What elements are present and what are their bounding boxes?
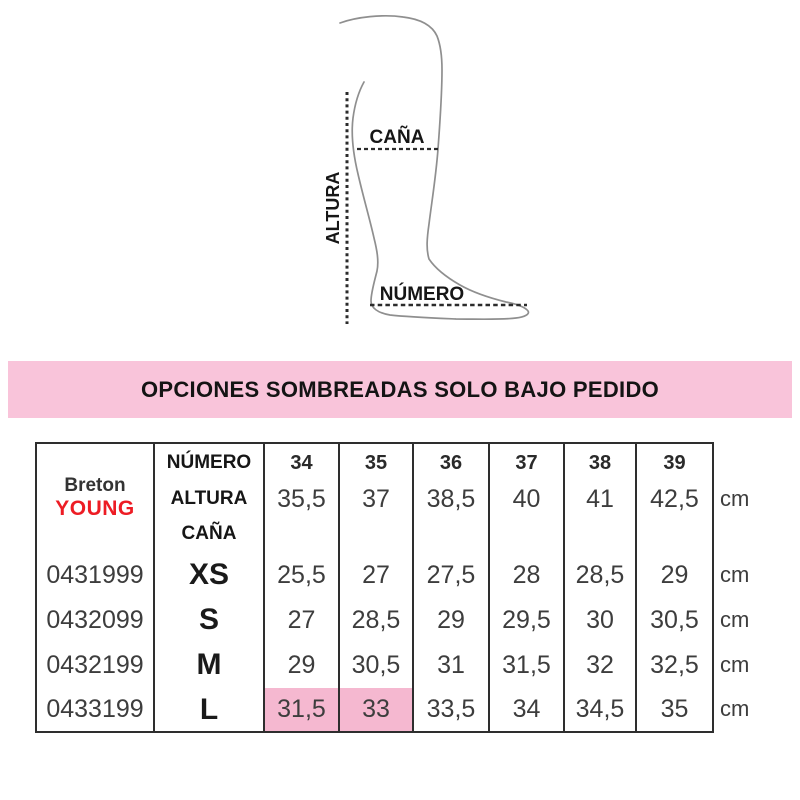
value-cell-shaded: 33 xyxy=(340,688,414,731)
size-table xyxy=(35,442,714,733)
unit-label: cm xyxy=(720,486,750,511)
altura-value-cell: 35,5 xyxy=(265,482,340,516)
brand-cell xyxy=(37,444,155,552)
size-label-cell: S xyxy=(155,598,265,642)
cana-label: CAÑA xyxy=(369,127,425,148)
size-column-header: 37 xyxy=(490,444,565,482)
value-cell: 35 xyxy=(660,695,689,723)
value-cell: 29 xyxy=(265,642,340,688)
empty-cell xyxy=(565,516,637,552)
code-cell: 0433199 xyxy=(37,688,155,731)
unit-label: cm xyxy=(720,562,750,587)
size-column-header: 39 xyxy=(663,451,686,474)
altura-value-cell: 38,5 xyxy=(414,482,490,516)
unit-label: cm xyxy=(720,607,750,632)
value-cell: 30,5 xyxy=(340,642,414,688)
value-cell: 33,5 xyxy=(414,688,490,731)
value-cell: 27 xyxy=(265,598,340,642)
leg-outline xyxy=(340,16,528,319)
notice-banner-text: OPCIONES SOMBREADAS SOLO BAJO PEDIDO xyxy=(140,376,660,402)
leg-measurement-diagram xyxy=(278,6,548,351)
empty-cell xyxy=(265,516,340,552)
altura-value-cell: 42,5 xyxy=(650,484,699,513)
altura-value-cell: 40 xyxy=(490,482,565,516)
code-cell: 0432199 xyxy=(37,642,155,688)
value-cell: 25,5 xyxy=(265,552,340,598)
empty-cell xyxy=(340,516,414,552)
empty-cell xyxy=(414,516,490,552)
measure-label-numero: NÚMERO xyxy=(155,444,265,482)
size-column-header: 34 xyxy=(265,444,340,482)
size-label-cell: M xyxy=(155,642,265,688)
value-cell-shaded: 31,5 xyxy=(265,688,340,731)
measure-label-cana: CAÑA xyxy=(155,516,265,552)
altura-value-cell: 41 xyxy=(565,482,637,516)
value-cell: 28,5 xyxy=(565,552,637,598)
value-cell: 28 xyxy=(490,552,565,598)
value-cell: 27 xyxy=(340,552,414,598)
empty-cell xyxy=(637,516,712,552)
value-cell: 34,5 xyxy=(565,688,637,731)
size-column-header: 38 xyxy=(565,444,637,482)
size-column-header: 36 xyxy=(414,444,490,482)
brand-collection: YOUNG xyxy=(55,496,135,520)
value-cell: 31,5 xyxy=(490,642,565,688)
empty-cell xyxy=(490,516,565,552)
value-cell: 28,5 xyxy=(340,598,414,642)
measure-label-altura: ALTURA xyxy=(155,482,265,516)
value-cell: 30 xyxy=(565,598,637,642)
code-cell: 0431999 xyxy=(37,552,155,598)
notice-banner xyxy=(8,361,792,418)
size-column-header: 35 xyxy=(340,444,414,482)
value-cell: 32,5 xyxy=(650,650,699,679)
value-cell: 31 xyxy=(414,642,490,688)
value-cell: 29 xyxy=(660,560,689,589)
value-cell: 29 xyxy=(414,598,490,642)
value-cell: 30,5 xyxy=(650,605,699,634)
numero-label: NÚMERO xyxy=(379,284,465,305)
unit-label: cm xyxy=(720,696,750,721)
size-label-cell: L xyxy=(155,688,265,731)
size-label-cell: XS xyxy=(155,552,265,598)
value-cell: 27,5 xyxy=(414,552,490,598)
altura-value-cell: 37 xyxy=(340,482,414,516)
value-cell: 29,5 xyxy=(490,598,565,642)
altura-label: ALTURA xyxy=(323,171,343,245)
code-cell: 0432099 xyxy=(37,598,155,642)
brand-name: Breton xyxy=(64,475,126,496)
value-cell: 34 xyxy=(490,688,565,731)
value-cell: 32 xyxy=(565,642,637,688)
unit-label: cm xyxy=(720,652,750,677)
